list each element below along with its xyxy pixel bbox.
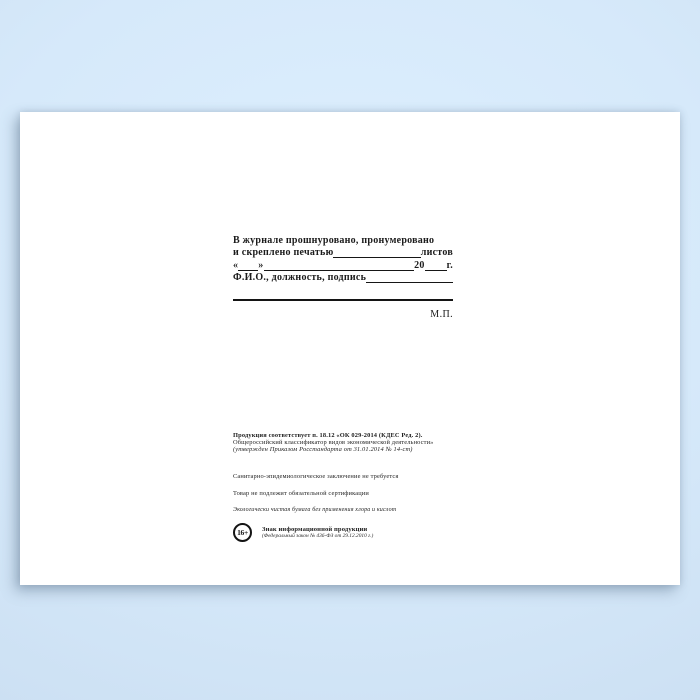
classifier-line-3: (утвержден Приказом Росстандарта от 31.01.2014 № 14-ст) [233,446,413,453]
binding-line-2 [233,247,453,259]
age-mark-title: Знак информационной продукции [262,525,368,533]
sanitary-note: Санитарно-эпидемиологическое заключение не требуется [233,473,399,480]
binding-line-3 [233,260,453,272]
separator-rule [233,299,453,301]
date-close-quote: » [258,259,264,271]
year-suffix: г. [446,259,453,271]
binding-line-1 [233,235,453,247]
sheets-count-blank [333,256,420,258]
day-blank [238,269,258,271]
binding-certification-block [233,235,453,285]
seal-place-abbr: М.П. [430,309,453,320]
age-mark-text [262,526,373,540]
imprint-block [233,432,457,542]
age-mark-row [233,523,457,542]
year-prefix: 20 [414,259,425,271]
classifier-line-1: Продукция соответствует п. 18.12 «ОК 029-2014 (КДЕС Ред. 2). [233,432,423,439]
age-mark-law: (Федеральный закон № 436-ФЗ от 29.12.2010 г.) [262,533,374,539]
month-blank [264,269,415,271]
journal-back-page [20,112,680,585]
binding-line-2-suffix: листов [420,247,453,259]
binding-line-1-text: В журнале прошнуровано, пронумеровано [233,235,435,246]
certification-note: Товар не подлежит обязательной сертификации [233,490,369,497]
signature-label: Ф.И.О., должность, подпись [233,272,367,284]
signature-blank [366,281,453,283]
eco-note: Экологически чистая бумага без применения хлора и кислот [233,507,397,513]
date-open-quote: « [233,259,239,271]
binding-line-4 [233,272,453,284]
classifier-line-2: Общероссийский классификатор видов экономической деятельности» [233,439,434,446]
year-blank [425,269,447,271]
binding-line-2-prefix: и скреплено печатью [233,247,334,259]
age-16plus-icon: 16+ [233,523,252,542]
